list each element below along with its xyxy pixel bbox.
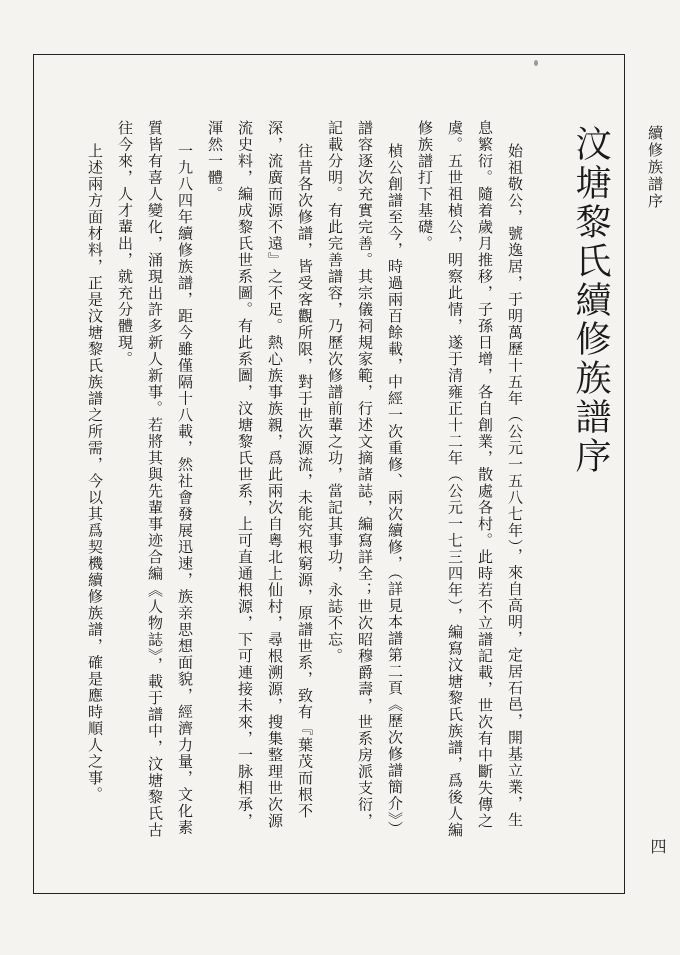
paragraph-4: 一九八四年續修族譜，距今雖僅隔十八載，然社會發展迅速，族亲思想面貌，經濟力量，文化素質皆有喜人變化，涌現出許多新人新事。若將其與先輩事迹合編《人物誌》，載于譜中，汶塘黎氏古往今來，人才輩出，就充分體現。 xyxy=(116,120,194,839)
paragraph-1: 始祖敬公，號逸居，于明萬歷十五年（公元一五八七年），來自高明，定居石邑，開基立業，生息繁衍。隨着歲月推移，子孫日增，各自創業，散處各村。此時若不立譜記載，世次有中斷失傳之虞。五世祖楨公，明察此情，遂于清雍正十二年（公元一七三四年），編寫汶塘黎氏族譜，爲後人編修族譜打下基礎。 xyxy=(416,120,524,839)
running-head: 續修族譜序 xyxy=(646,125,664,210)
body-text xyxy=(80,120,530,840)
page-title: 汶塘黎氏續修族譜序 xyxy=(570,125,611,476)
paragraph-5: 上述兩方面材料，正是汶塘黎氏族譜之所需，今以其爲契機續修族譜，確是應時順人之事。 xyxy=(86,142,104,803)
paragraph-2: 楨公創譜至今，時過兩百餘載，中經一次重修、兩次續修，（詳見本譜第二頁《歷次修譜簡介》）譜容逐次充實完善。其宗儀祠規家範，行述文摘諸誌，編寫詳全；世次昭穆爵壽，世系房派支衍，記載分明。有此完善譜容，乃歷次修譜前輩之功，當記其事功，永誌不忘。 xyxy=(326,120,404,837)
paragraph-3: 往昔各次修譜，皆受客觀所限，對于世次源流，未能究根窮源，原譜世系，致有『葉茂而根不深，流廣而源不遠』之不足。熱心族事族親，爲此兩次自粵北上仙村，尋根溯源，搜集整理世次源流史料，編成黎氏世系圖。有此系圖，汶塘黎氏世系，上可直通根源，下可連接未來，一脉相承，渾然一體。 xyxy=(206,120,314,830)
page-number: 四 xyxy=(648,838,667,854)
ink-speck xyxy=(534,60,538,66)
